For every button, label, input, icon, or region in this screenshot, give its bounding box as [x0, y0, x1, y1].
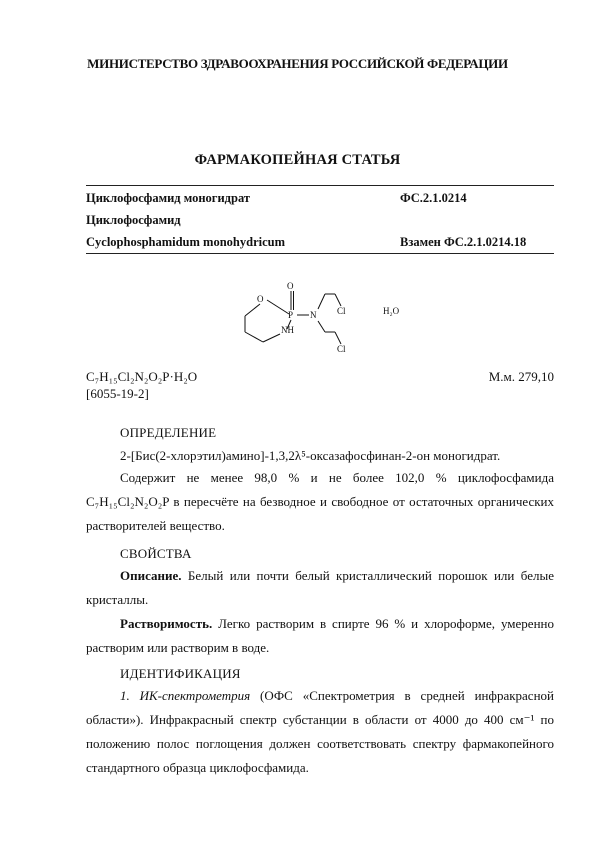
article-title: ФАРМАКОПЕЙНАЯ СТАТЬЯ — [194, 152, 401, 168]
atom-nh: NH — [281, 325, 294, 335]
atom-n: N — [310, 310, 317, 320]
molecular-formula: C₇H₁₅Cl₂N₂O₂P·H₂O — [86, 369, 198, 384]
section-identification-heading: ИДЕНТИФИКАЦИЯ — [120, 666, 241, 681]
monograph-code: ФС.2.1.0214 — [400, 191, 467, 205]
monograph-name: Циклофосфамид моногидрат — [86, 191, 251, 205]
ministry-title: МИНИСТЕРСТВО ЗДРАВООХРАНЕНИЯ РОССИЙСКОЙ ФЕДЕРАЦИИ — [87, 56, 508, 71]
solubility-label: Растворимость. — [120, 616, 213, 631]
replaces-note: Взамен ФС.2.1.0214.18 — [400, 235, 527, 249]
atom-o-ring: O — [257, 294, 264, 304]
description-label: Описание. — [120, 568, 182, 583]
atom-cl-2: Cl — [337, 344, 346, 354]
content-paragraph — [86, 466, 554, 538]
monograph-latin-name: Cyclophosphamidum monohydricum — [86, 235, 285, 249]
solubility-paragraph — [86, 612, 554, 660]
cas-number: [6055-19-2] — [86, 386, 149, 401]
ir-spectrometry-paragraph — [86, 684, 554, 780]
atom-p: P — [288, 310, 294, 320]
ir-spectrometry-text: (ОФС «Спектрометрия в средней инфракрасной области»). Инфракрасный спектр субстанции в области от 4000 до 400 см⁻¹ по положению полос поглощения должен соответствовать спектру фармакопейного стандартного образца циклофосфамида. — [86, 688, 554, 775]
water-molecule: H₂O — [383, 306, 400, 316]
chemical-name: 2-[Бис(2-хлорэтил)амино]-1,3,2λ⁵-оксазафосфинан-2-он моногидрат. — [120, 448, 501, 463]
description-text: Белый или почти белый кристаллический порошок или белые кристаллы. — [86, 568, 554, 607]
monograph-short-name: Циклофосфамид — [86, 213, 181, 227]
solubility-text: Легко растворим в спирте 96 % и хлороформе, умеренно растворим или растворим в воде. — [86, 616, 554, 655]
description-paragraph — [86, 564, 554, 612]
structural-formula — [225, 278, 415, 354]
molecular-mass: М.м. 279,10 — [488, 369, 554, 384]
section-properties-heading: СВОЙСТВА — [120, 546, 192, 561]
atom-cl-1: Cl — [337, 306, 346, 316]
ir-spectrometry-label: 1. ИК-спектрометрия — [120, 688, 251, 703]
atom-o-top: O — [287, 281, 294, 291]
section-definition-heading: ОПРЕДЕЛЕНИЕ — [120, 425, 217, 440]
content-text: Содержит не менее 98,0 % и не более 102,0 % циклофосфамида C₇H₁₅Cl₂N₂O₂P в пересчёте на безводное и свободное от остаточных органических растворителей вещество. — [86, 470, 554, 533]
divider-bottom — [86, 253, 554, 254]
divider-top — [86, 185, 554, 186]
